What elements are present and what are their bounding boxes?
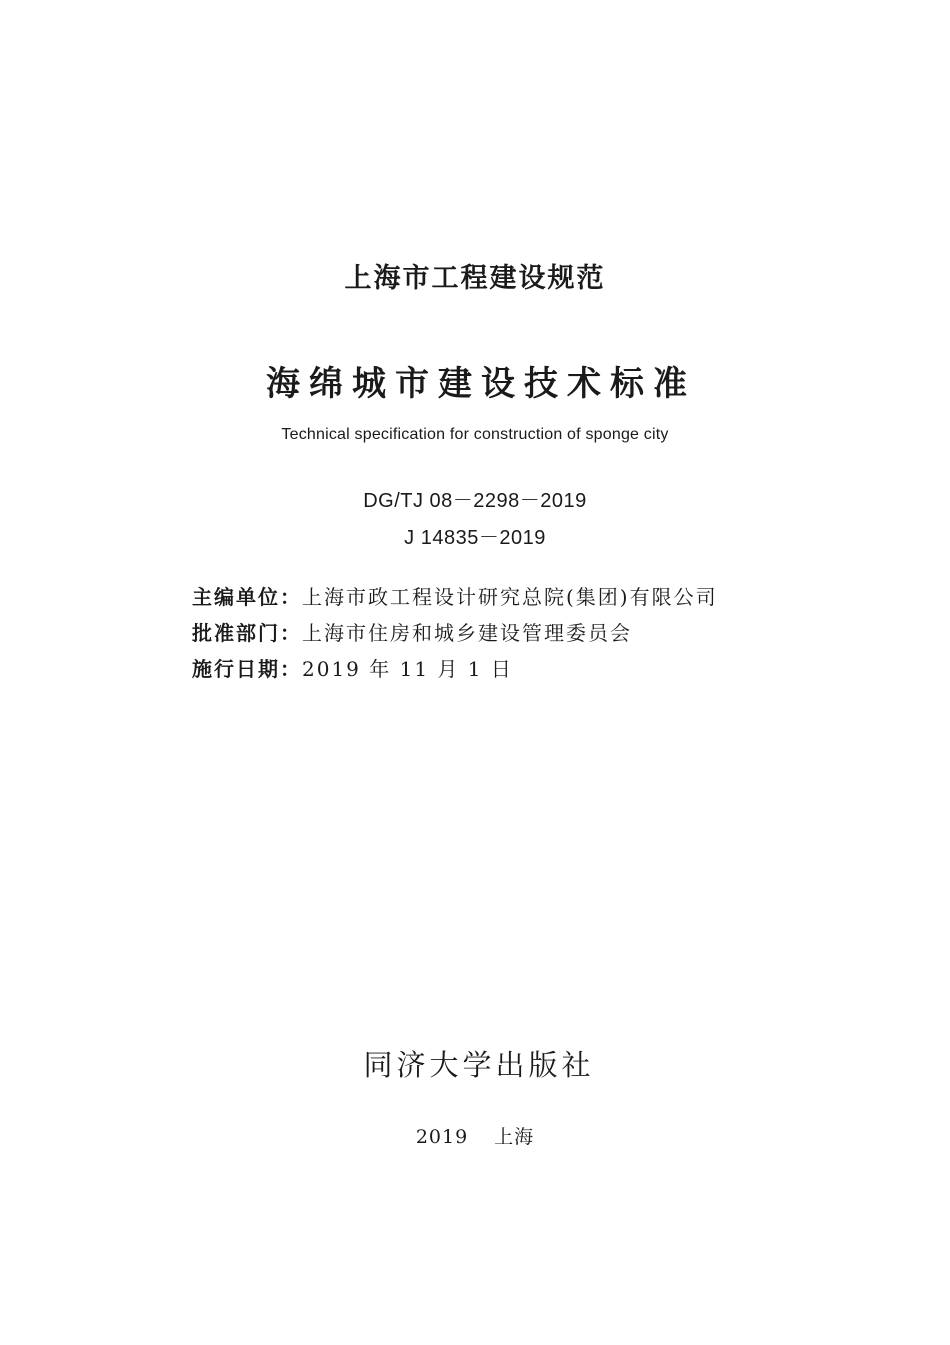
series-title: 上海市工程建设规范 — [344, 263, 606, 294]
effective-date-label: 施行日期： — [192, 657, 302, 681]
approval-value: 上海市住房和城乡建设管理委员会 — [302, 621, 632, 645]
approval-label: 批准部门： — [192, 621, 302, 645]
document-info — [192, 582, 892, 690]
publication-city: 上海 — [494, 1126, 535, 1148]
publication-line — [0, 1122, 950, 1149]
effective-date-row — [192, 654, 892, 690]
document-title: 海绵城市建设技术标准 — [266, 364, 696, 404]
publisher-name: 同济大学出版社 — [363, 1048, 595, 1082]
editor-row — [192, 582, 892, 618]
approval-row — [192, 618, 892, 654]
standard-code: DG/TJ 08－2298－2019 — [363, 490, 587, 512]
editor-value: 上海市政工程设计研究总院(集团)有限公司 — [302, 585, 718, 609]
effective-date-value: 2019 年 11 月 1 日 — [302, 657, 513, 681]
english-title: Technical specification for construction of sponge city — [281, 426, 669, 443]
editor-label: 主编单位： — [192, 585, 302, 609]
registration-code: J 14835－2019 — [404, 527, 546, 549]
publication-year: 2019 — [415, 1126, 469, 1148]
